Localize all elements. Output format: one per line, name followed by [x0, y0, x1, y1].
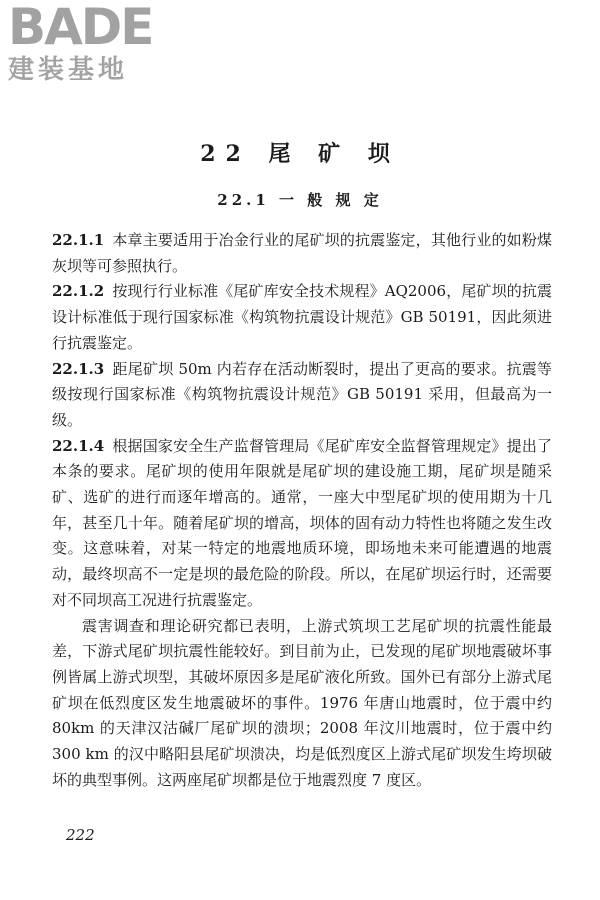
section-title: 22.1 一 般 规 定 — [217, 191, 383, 209]
logo-wordmark: BADE — [8, 0, 153, 56]
logo — [8, 2, 178, 84]
clause-text: 根据国家安全生产监督管理局《尾矿库安全监督管理规定》提出了本条的要求。尾矿坝的使用年限就是尾矿坝的建设施工期，尾矿坝是随采矿、选矿的进行而逐年增高的。通常，一座大中型尾矿坝的使用期为十几年，甚至几十年。随着尾矿坝的增高，坝体的固有动力特性也将随之发生改变。这意味着，对某一特定的地震地质环境，即场地未来可能遭遇的地震动，最终坝高不一定是坝的最危险的阶段。所以，在尾矿坝运行时，还需要对不同坝高工况进行抗震鉴定。 — [52, 436, 552, 609]
clause — [52, 279, 552, 356]
body-paragraph: 震害调查和理论研究都已表明，上游式筑坝工艺尾矿坝的抗震性能最差，下游式尾矿坝抗震性能较好。到目前为止，已发现的尾矿坝地震破坏事例皆属上游式坝型，其破坏原因多是尾矿液化所致。国外已有部分上游式尾矿坝在低烈度区发生地震破坏的事件。1976 年唐山地震时，位于震中约 80km 的天津汉沽碱厂尾矿坝的溃坝；2008 年汶川地震时，位于震中约 300 km 的汉中略阳县尾矿坝溃决，均是低烈度区上游式尾矿坝发生垮坝破坏的典型事例。这两座尾矿坝都是位于地震烈度 7 度区。 — [52, 616, 552, 789]
clause-number: 22.1.1 — [52, 231, 105, 249]
chapter-title: 22 尾 矿 坝 — [200, 141, 400, 167]
clause — [52, 357, 552, 434]
clause-text: 本章主要适用于冶金行业的尾矿坝的抗震鉴定，其他行业的如粉煤灰坝等可参照执行。 — [52, 231, 552, 275]
clause — [52, 228, 552, 279]
clause-number: 22.1.4 — [52, 436, 105, 455]
clause-text: 距尾矿坝 50m 内若存在活动断裂时，提出了更高的要求。抗震等级按现行国家标准《构筑物抗震设计规范》GB 50191 采用，但最高为一级。 — [52, 359, 552, 429]
logo-subtitle: 建装基地 — [8, 55, 129, 85]
clause-text: 按现行行业标准《尾矿库安全技术规程》AQ2006，尾矿坝的抗震设计标准低于现行国家标准《构筑物抗震设计规范》GB 50191，因此须进行抗震鉴定。 — [52, 282, 552, 352]
document-body — [52, 228, 552, 793]
clause-number: 22.1.2 — [52, 282, 105, 301]
page-number: 222 — [66, 826, 95, 844]
clause — [52, 434, 552, 614]
clause-number: 22.1.3 — [52, 359, 105, 378]
